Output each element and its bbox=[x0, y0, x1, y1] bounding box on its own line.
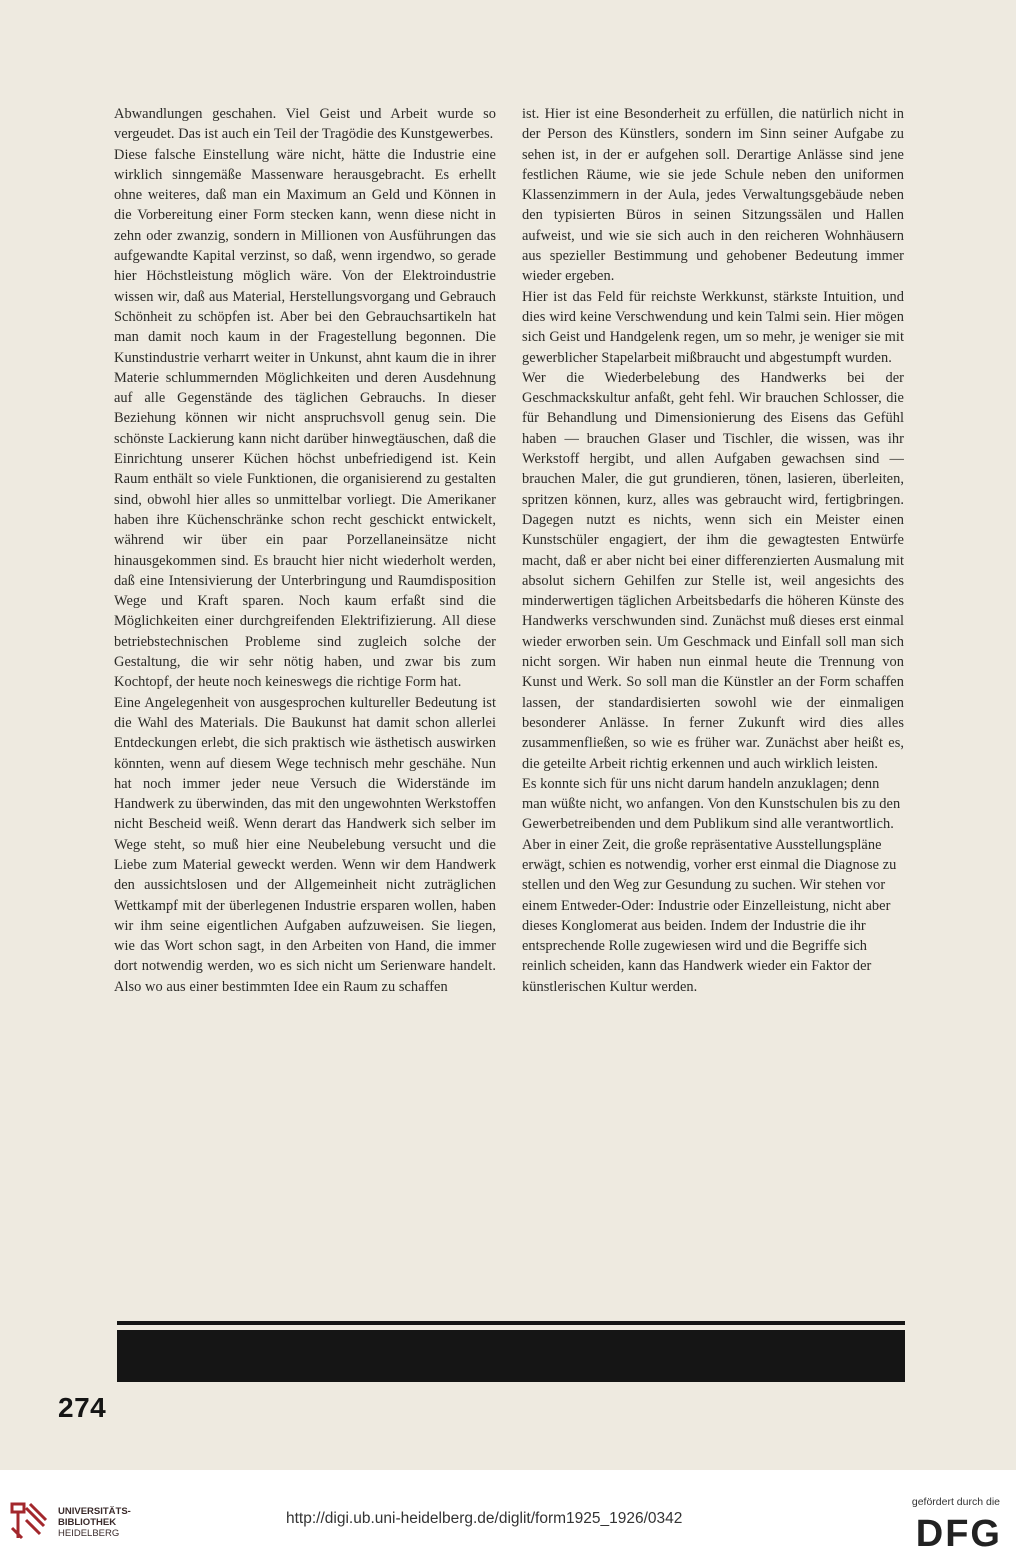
text-column-left bbox=[114, 104, 496, 997]
paragraph: ist. Hier ist eine Besonderheit zu erfüllen, die natürlich nicht in der Person des Künstlers, sondern im Sinn seiner Aufgabe zu sehen ist, in der er aufgehen soll. Derartige Anlässe sind jene festlichen Räume, wie sie jede Schule neben den uniformen Klassenzimmern in der Aula, jedes Verwaltungsgebäude neben den typisierten Büros in seinen Sitzungssälen und Hallen aufweist, und wie sie sich auch in den reicheren Wohnhäusern aus spezieller Bestimmung und gehobener Bedeutung immer wieder ergeben. bbox=[522, 106, 904, 285]
institution-line: HEIDELBERG bbox=[58, 1528, 120, 1539]
paragraph: Es konnte sich für uns nicht darum handeln anzuklagen; denn man wüßte nicht, wo anfangen. Von den Kunstschulen bis zu den Gewerbetreibenden und dem Publikum sind alle verantwortlich. Aber in einer Zeit, die große repräsentative Ausstellungspläne erwägt, schien es notwendig, vorher erst einmal die Diagnose zu stellen und den Weg zur Gesundung zu suchen. Wir stehen vor einem Entweder-Oder: Industrie oder Einzelleistung, nicht aber dieses Konglomerat aus beiden. Indem der Industrie die ihr entsprechende Rolle zugewiesen wird und die Begriffe sich reinlich scheiden, kann das Handwerk wieder ein Faktor der künstlerischen Kultur werden. bbox=[522, 775, 901, 995]
digitization-footer bbox=[0, 1470, 1016, 1562]
divider-thin-rule bbox=[117, 1321, 905, 1325]
university-library-logo-icon bbox=[8, 1498, 50, 1542]
paragraph: Diese falsche Einstellung wäre nicht, hätte die Industrie eine wirklich sinngemäße Massenware herausgebracht. Es erhellt ohne weiteres, daß man ein Maximum an Geld und Können in die Vorbereitung einer Form stecken kann, wenn diese nicht in zehn oder zwanzig, sondern in Millionen von Ausführungen das aufgewandte Kapital verzinst, so daß, wenn irgendwo, so gerade hier Höchstleistung möglich wäre. Von der Elektroindustrie wissen wir, daß aus Material, Herstellungsvorgang und Gebrauch Schönheit zu schöpfen ist. Aber bei den Gebrauchsartikeln hat man damit noch kaum in der Fragestellung begonnen. Die Kunstindustrie verharrt weiter in Unkunst, ahnt kaum die in ihrer Materie schlummernden Möglichkeiten und deren Ausdehnung auf alle Gegenstände des täglichen Gebrauchs. In dieser Beziehung können wir nicht anspruchsvoll genug sein. Die schönste Lackierung kann nicht darüber hinwegtäuschen, daß die Einrichtung unserer Küchen höchst unbefriedigend ist. Kein Raum enthält so viele Funktionen, die organisierend zu gestalten sind, obwohl hier alles so unmittelbar vorliegt. Die Amerikaner haben ihre Küchenschränke schon recht geschickt entwickelt, während wir über ein paar Porzellaneinsätze nicht hinausgekommen sind. Es braucht hier nicht wiederholt werden, daß eine Intensivierung der Unterbringung und Raumdisposition Wege und Kraft sparen. Noch kaum erfaßt sind die Möglichkeiten einer durchgreifenden Elektrifizierung. All diese betriebstechnischen Probleme sind zugleich solche der Gestaltung, die wir sehr nötig haben, und zwar bis zum Kochtopf, der heute noch keineswegs die richtige Form hat. bbox=[114, 146, 496, 691]
paragraph: Hier ist das Feld für reichste Werkkunst, stärkste Intuition, und dies wird keine Verschwendung und kein Talmi sein. Hier mögen sich Geist und Handgelenk regen, um so mehr, je weniger sie mit gewerblicher Stapelarbeit mißbraucht und abgestumpft wurden. bbox=[522, 288, 904, 366]
divider-thick-bar bbox=[117, 1330, 905, 1382]
dfg-logo: DFG bbox=[915, 1513, 1002, 1555]
permalink-url[interactable]: http://digi.ub.uni-heidelberg.de/diglit/form1925_1926/0342 bbox=[286, 1510, 683, 1527]
paragraph: Wer die Wiederbelebung des Handwerks bei der Geschmackskultur anfaßt, geht fehl. Wir brauchen Schlosser, die für Behandlung und Dimensionierung des Eisens das Gefühl haben — brauchen Glaser und Tischler, die wissen, was ihr Werkstoff hergibt, und allen Aufgaben gewachsen sind — brauchen Maler, die gut grundieren, tönen, lasieren, überleiten, spritzen können, kurz, alles was gebraucht wird, fertigbringen. Dagegen nutzt es nichts, wenn sich ein Meister einen Kunstschüler engagiert, der ihm die gewagtesten Entwürfe macht, daß er aber nicht bei einer differenzierten Ausmalung mit absolut sichern Gehilfen zur Stelle ist, weil angesichts des minderwertigen täglichen Arbeitsbedarfs die höheren Künste des Handwerks verschwunden sind. Zunächst muß dieses erst einmal wieder erworben sein. Um Geschmack und Einfall soll man sich nicht sorgen. Wir haben nun einmal heute die Trennung von Kunst und Werk. So soll man die Künstler an der Form schaffen lassen, der standardisierten sowohl wie der einmaligen besonderer Anlässe. In ferner Zukunft wird dies alles zusammenfließen, so wie es früher war. Zunächst aber heißt es, die geteilte Arbeit richtig erkennen und auch wirklich leisten. bbox=[522, 369, 904, 772]
institution-line: UNIVERSITÄTS- bbox=[58, 1506, 131, 1517]
funder-caption: gefördert durch die bbox=[911, 1496, 1000, 1508]
institution-line: BIBLIOTHEK bbox=[58, 1517, 117, 1528]
institution-name bbox=[58, 1506, 131, 1539]
paragraph: Abwandlungen geschahen. Viel Geist und Arbeit wurde so vergeudet. Das ist auch ein Teil der Tragödie des Kunstgewerbes. bbox=[114, 106, 496, 143]
paragraph: Eine Angelegenheit von ausgesprochen kultureller Bedeutung ist die Wahl des Materials. Die Baukunst hat damit schon allerlei Entdeckungen erlebt, die sich praktisch wie ästhetisch auswirken könnten, wenn auf diesem Wege technisch mehr geschähe. Nun hat noch immer jeder neue Versuch die Widerstände im Handwerk zu überwinden, das mit den ungewohnten Werkstoffen nicht Bescheid weiß. Wenn derart das Handwerk sich selber im Wege steht, so muß hier eine Neubelebung versucht und die Liebe zum Material geweckt werden. Wenn wir dem Handwerk den aussichtslosen und der Allgemeinheit nicht zuträglichen Wettkampf mit der überlegenen Industrie ersparen wollen, haben wir ihm seine eigentlichen Aufgaben aufzuweisen. Sie liegen, wie das Wort schon sagt, in den Arbeiten von Hand, die immer dort notwendig werden, wo es sich nicht um Serienware handelt. Also wo aus einer bestimmten Idee ein Raum zu schaffen bbox=[114, 694, 496, 995]
text-column-right bbox=[522, 104, 904, 997]
page-number: 274 bbox=[58, 1392, 107, 1423]
